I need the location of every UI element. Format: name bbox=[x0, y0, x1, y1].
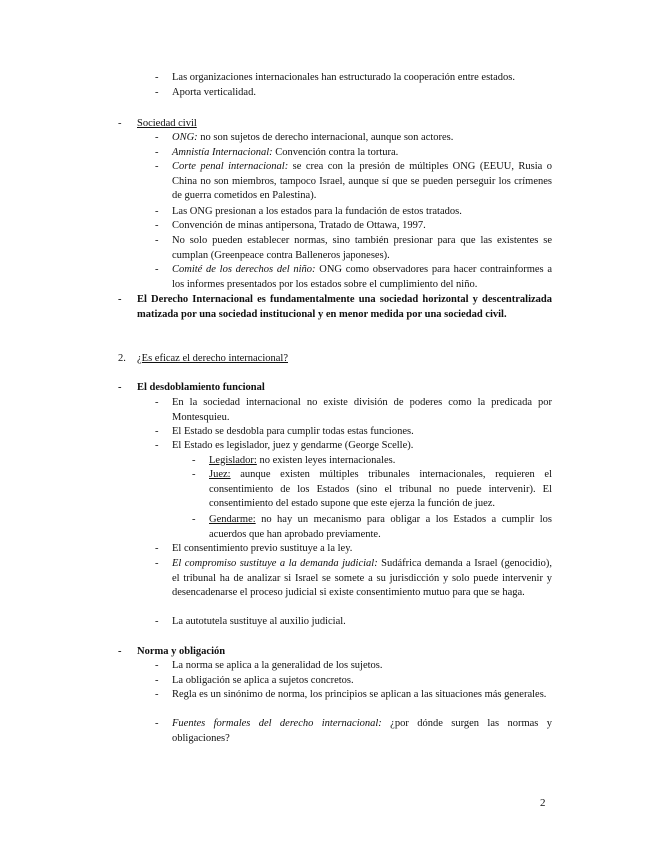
list-item: La autotutela sustituye al auxilio judicial. bbox=[172, 616, 346, 627]
list-item bbox=[172, 263, 552, 292]
list-item: El Estado se desdobla para cumplir todas estas funciones. bbox=[172, 426, 414, 437]
bullet-dash: - bbox=[155, 235, 159, 246]
bullet-dash: - bbox=[155, 397, 159, 408]
section-heading-norma: Norma y obligación bbox=[137, 646, 226, 657]
bullet-dash: - bbox=[155, 132, 159, 143]
item-label: Comité de los derechos del niño: bbox=[172, 264, 316, 275]
bullet-dash: - bbox=[192, 469, 196, 480]
list-item: El consentimiento previo sustituye a la ley. bbox=[172, 543, 353, 554]
bullet-dash: - bbox=[192, 455, 196, 466]
bullet-dash: - bbox=[155, 87, 159, 98]
sub-list-item bbox=[209, 454, 552, 469]
list-item: No solo pueden establecer normas, sino también presionar para que las existentes se cumplan (Greenpeace contra Balleneros japoneses). bbox=[172, 235, 552, 261]
item-text: Convención contra la tortura. bbox=[272, 147, 399, 158]
bullet-dash: - bbox=[155, 220, 159, 231]
bullet-dash: - bbox=[155, 264, 159, 275]
bullet-dash: - bbox=[155, 616, 159, 627]
list-item bbox=[172, 160, 552, 204]
item-text: ¿por dónde surgen las normas y obligaciones? bbox=[172, 718, 552, 744]
item-text: aunque existen múltiples tribunales internacionales, requieren el consentimiento de los Estados (sino el tribunal no puede intervenir). El consentimiento del estado supone que este ejerza la función de juez. bbox=[209, 469, 552, 510]
list-item: La obligación se aplica a sujetos concretos. bbox=[172, 675, 354, 686]
list-item: Convención de minas antipersona, Tratado de Ottawa, 1997. bbox=[172, 220, 426, 231]
item-text: no hay un mecanismo para obligar a los Estados a cumplir los acuerdos que han aprobado previamente. bbox=[209, 514, 552, 540]
item-label: Gendarme: bbox=[209, 514, 256, 525]
bullet-dash: - bbox=[155, 161, 159, 172]
item-label: Juez: bbox=[209, 469, 231, 480]
item-label: Legislador: bbox=[209, 455, 257, 466]
sub-list-item bbox=[209, 513, 552, 542]
item-label: Amnistía Internacional: bbox=[172, 147, 273, 158]
bullet-dash: - bbox=[155, 543, 159, 554]
list-item: Regla es un sinónimo de norma, los principios se aplican a las situaciones más generales. bbox=[172, 689, 547, 700]
bullet-dash: - bbox=[155, 558, 159, 569]
item-text: se crea con la presión de múltiples ONG (EEUU, Rusia o China no son miembros, tampoco Israel, aunque sí que se pueden perseguir los crímenes de guerra cometidos en Palestina). bbox=[172, 161, 552, 202]
item-text: Sudáfrica demanda a Israel (genocidio), el tribunal ha de analizar si Israel se somete a su jurisdicción y solo puede intervenir y desencadenarse el proceso judicial si existe consentimiento mutuo para que se haga. bbox=[172, 558, 552, 599]
item-text: no son sujetos de derecho internacional, aunque son actores. bbox=[197, 132, 454, 143]
list-item bbox=[172, 557, 552, 601]
list-item bbox=[172, 131, 552, 146]
bullet-dash: - bbox=[155, 675, 159, 686]
sub-list-item bbox=[209, 468, 552, 512]
bullet-dash: - bbox=[155, 660, 159, 671]
bullet-dash: - bbox=[155, 718, 159, 729]
bullet-dash: - bbox=[155, 72, 159, 83]
bullet-dash: - bbox=[155, 440, 159, 451]
list-item: En la sociedad internacional no existe división de poderes como la predicada por Montesquieu. bbox=[172, 397, 552, 423]
section-heading-sociedad-civil: Sociedad civil bbox=[137, 118, 197, 129]
bullet-dash: - bbox=[155, 689, 159, 700]
bullet-dash: - bbox=[118, 294, 122, 305]
list-item: Las organizaciones internacionales han estructurado la cooperación entre estados. bbox=[172, 72, 515, 83]
item-text: no existen leyes internacionales. bbox=[256, 455, 396, 466]
item-label: ONG: bbox=[172, 132, 198, 143]
list-item: Las ONG presionan a los estados para la fundación de estos tratados. bbox=[172, 206, 462, 217]
list-item bbox=[172, 146, 552, 161]
section-heading-desdoblamiento: El desdoblamiento funcional bbox=[137, 382, 265, 393]
bold-statement: El Derecho Internacional es fundamentalmente una sociedad horizontal y descentralizada matizada por una sociedad institucional y en menor medida por una sociedad civil. bbox=[137, 294, 552, 320]
item-label: Corte penal internacional: bbox=[172, 161, 289, 172]
list-item bbox=[172, 717, 552, 746]
bullet-dash: - bbox=[118, 118, 122, 129]
list-item: Aporta verticalidad. bbox=[172, 87, 256, 98]
question-number: 2. bbox=[118, 353, 126, 364]
item-label: Fuentes formales del derecho internacional: bbox=[172, 718, 382, 729]
page-number: 2 bbox=[540, 797, 546, 809]
question-heading: ¿Es eficaz el derecho internacional? bbox=[137, 353, 288, 364]
list-item: El Estado es legislador, juez y gendarme (George Scelle). bbox=[172, 440, 414, 451]
bullet-dash: - bbox=[155, 426, 159, 437]
item-label: El compromiso sustituye a la demanda judicial: bbox=[172, 558, 378, 569]
list-item: La norma se aplica a la generalidad de los sujetos. bbox=[172, 660, 383, 671]
bullet-dash: - bbox=[118, 646, 122, 657]
bullet-dash: - bbox=[155, 206, 159, 217]
bullet-dash: - bbox=[155, 147, 159, 158]
bullet-dash: - bbox=[192, 514, 196, 525]
item-text: ONG como observadores para hacer contrainformes a los informes presentados por los estados sobre el cumplimiento del niño. bbox=[172, 264, 552, 290]
bullet-dash: - bbox=[118, 382, 122, 393]
